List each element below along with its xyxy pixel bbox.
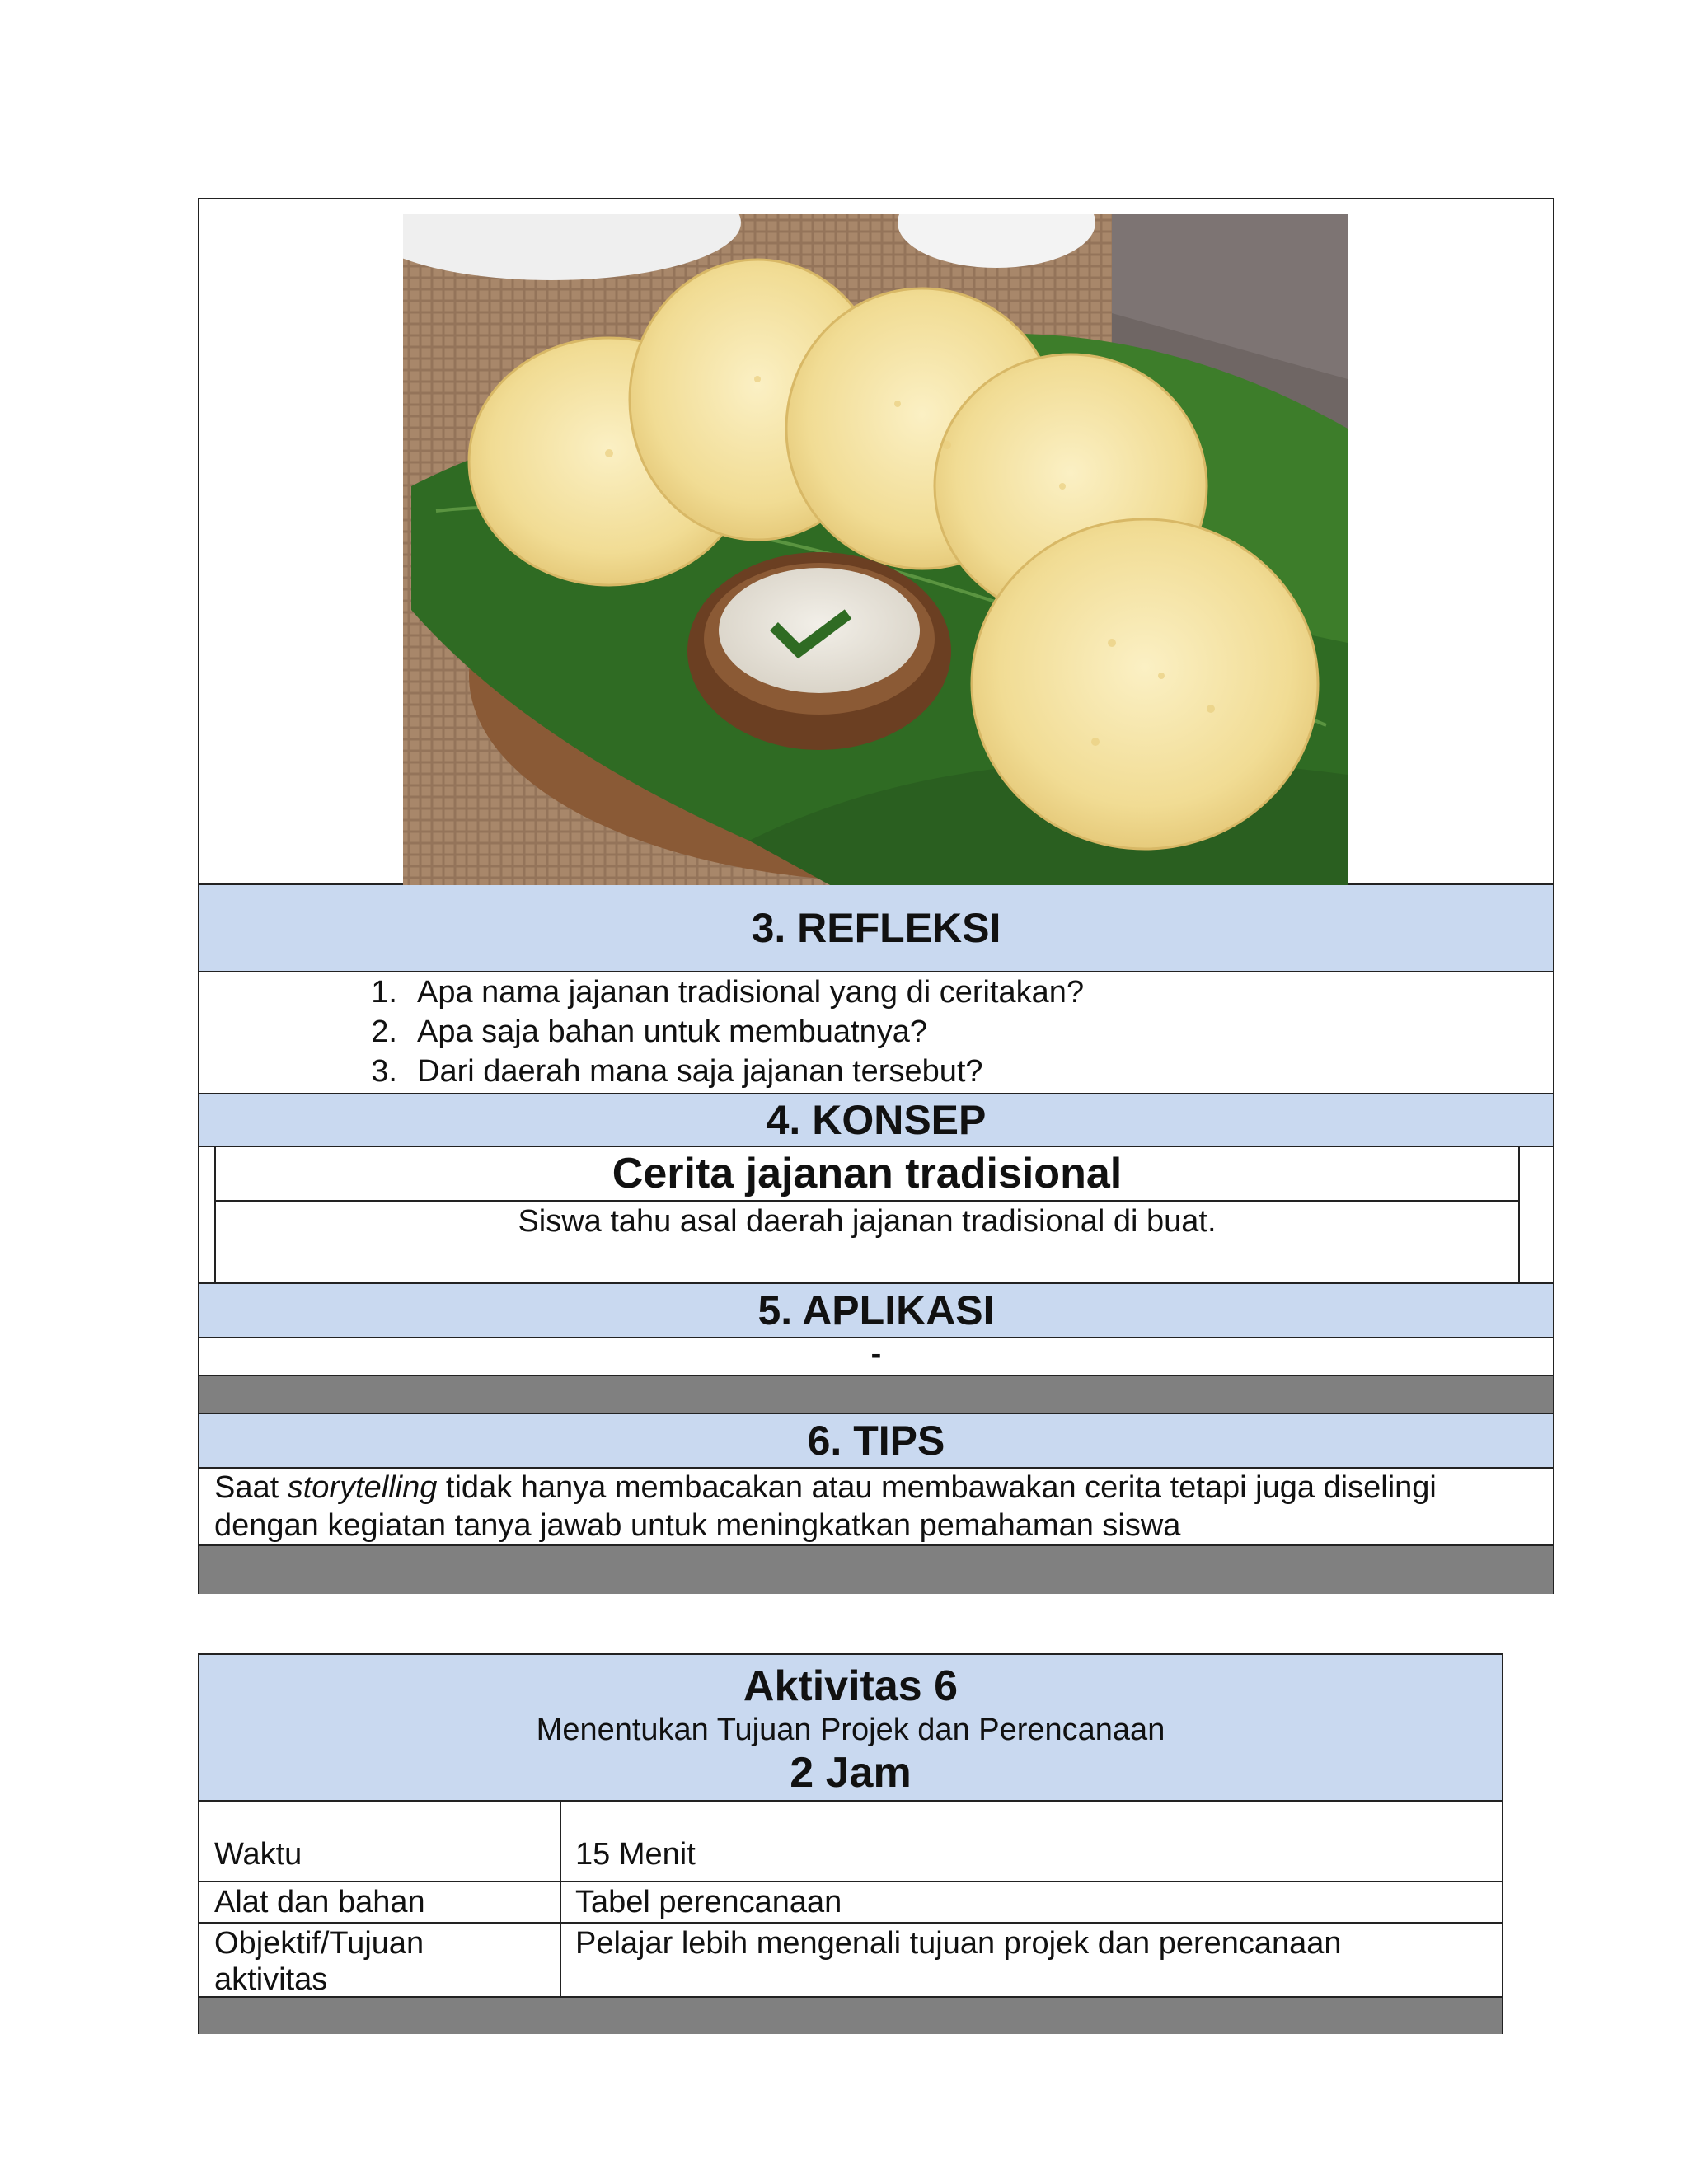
row-label: Objektif/Tujuan aktivitas	[214, 1926, 424, 1997]
activity-duration: 2 Jam	[790, 1749, 912, 1797]
table-row	[199, 1924, 1502, 1998]
tips-content	[199, 1469, 1553, 1546]
refleksi-questions	[199, 972, 1553, 1094]
activity-subtitle: Menentukan Tujuan Projek dan Perencanaan	[536, 1713, 1165, 1747]
activity-title: Aktivitas 6	[743, 1662, 959, 1710]
tips-header: 6. TIPS	[199, 1414, 1553, 1469]
row-label: Waktu	[214, 1837, 302, 1872]
aplikasi-header: 5. APLIKASI	[199, 1284, 1553, 1338]
question-text: Apa nama jajanan tradisional yang di ceritakan?	[417, 975, 1085, 1010]
list-item: 3. Dari daerah mana saja jajanan tersebut?	[348, 1052, 1084, 1091]
konsep-content	[199, 1147, 1553, 1284]
row-value: 15 Menit	[575, 1837, 696, 1872]
table-row	[199, 1800, 1502, 1882]
concept-description: Siswa tahu asal daerah jajanan tradisional di buat.	[518, 1204, 1217, 1239]
tips-text: Saat storytelling tidak hanya membacakan atau membawakan cerita tetapi juga diselingi dengan kegiatan tanya jawab untuk meningkatkan pemahaman siswa	[214, 1470, 1437, 1543]
aplikasi-content	[199, 1338, 1553, 1376]
concept-title: Cerita jajanan tradisional	[216, 1147, 1518, 1202]
row-value: Tabel perencanaan	[575, 1885, 842, 1919]
activity-header	[199, 1655, 1502, 1802]
lesson-table	[198, 198, 1554, 1594]
gray-footer	[199, 1998, 1502, 2034]
row-value: Pelajar lebih mengenali tujuan projek dan perencanaan	[575, 1926, 1342, 1961]
table-row	[199, 1882, 1502, 1924]
aplikasi-text: -	[870, 1337, 882, 1371]
photo-row	[199, 199, 1553, 885]
question-text: Apa saja bahan untuk membuatnya?	[417, 1015, 927, 1049]
italic-term: storytelling	[287, 1470, 438, 1505]
concept-box	[214, 1147, 1520, 1282]
food-photo	[403, 214, 1348, 886]
row-label: Alat dan bahan	[214, 1885, 425, 1919]
list-item: 2. Apa saja bahan untuk membuatnya?	[348, 1012, 1084, 1052]
gray-divider	[199, 1376, 1553, 1414]
konsep-header: 4. KONSEP	[199, 1094, 1553, 1147]
list-item: 1. Apa nama jajanan tradisional yang di ceritakan?	[348, 972, 1084, 1012]
activity-table	[198, 1653, 1503, 2034]
question-text: Dari daerah mana saja jajanan tersebut?	[417, 1054, 983, 1089]
gray-footer	[199, 1546, 1553, 1594]
question-list	[348, 972, 1084, 1091]
refleksi-header: 3. REFLEKSI	[199, 885, 1553, 972]
